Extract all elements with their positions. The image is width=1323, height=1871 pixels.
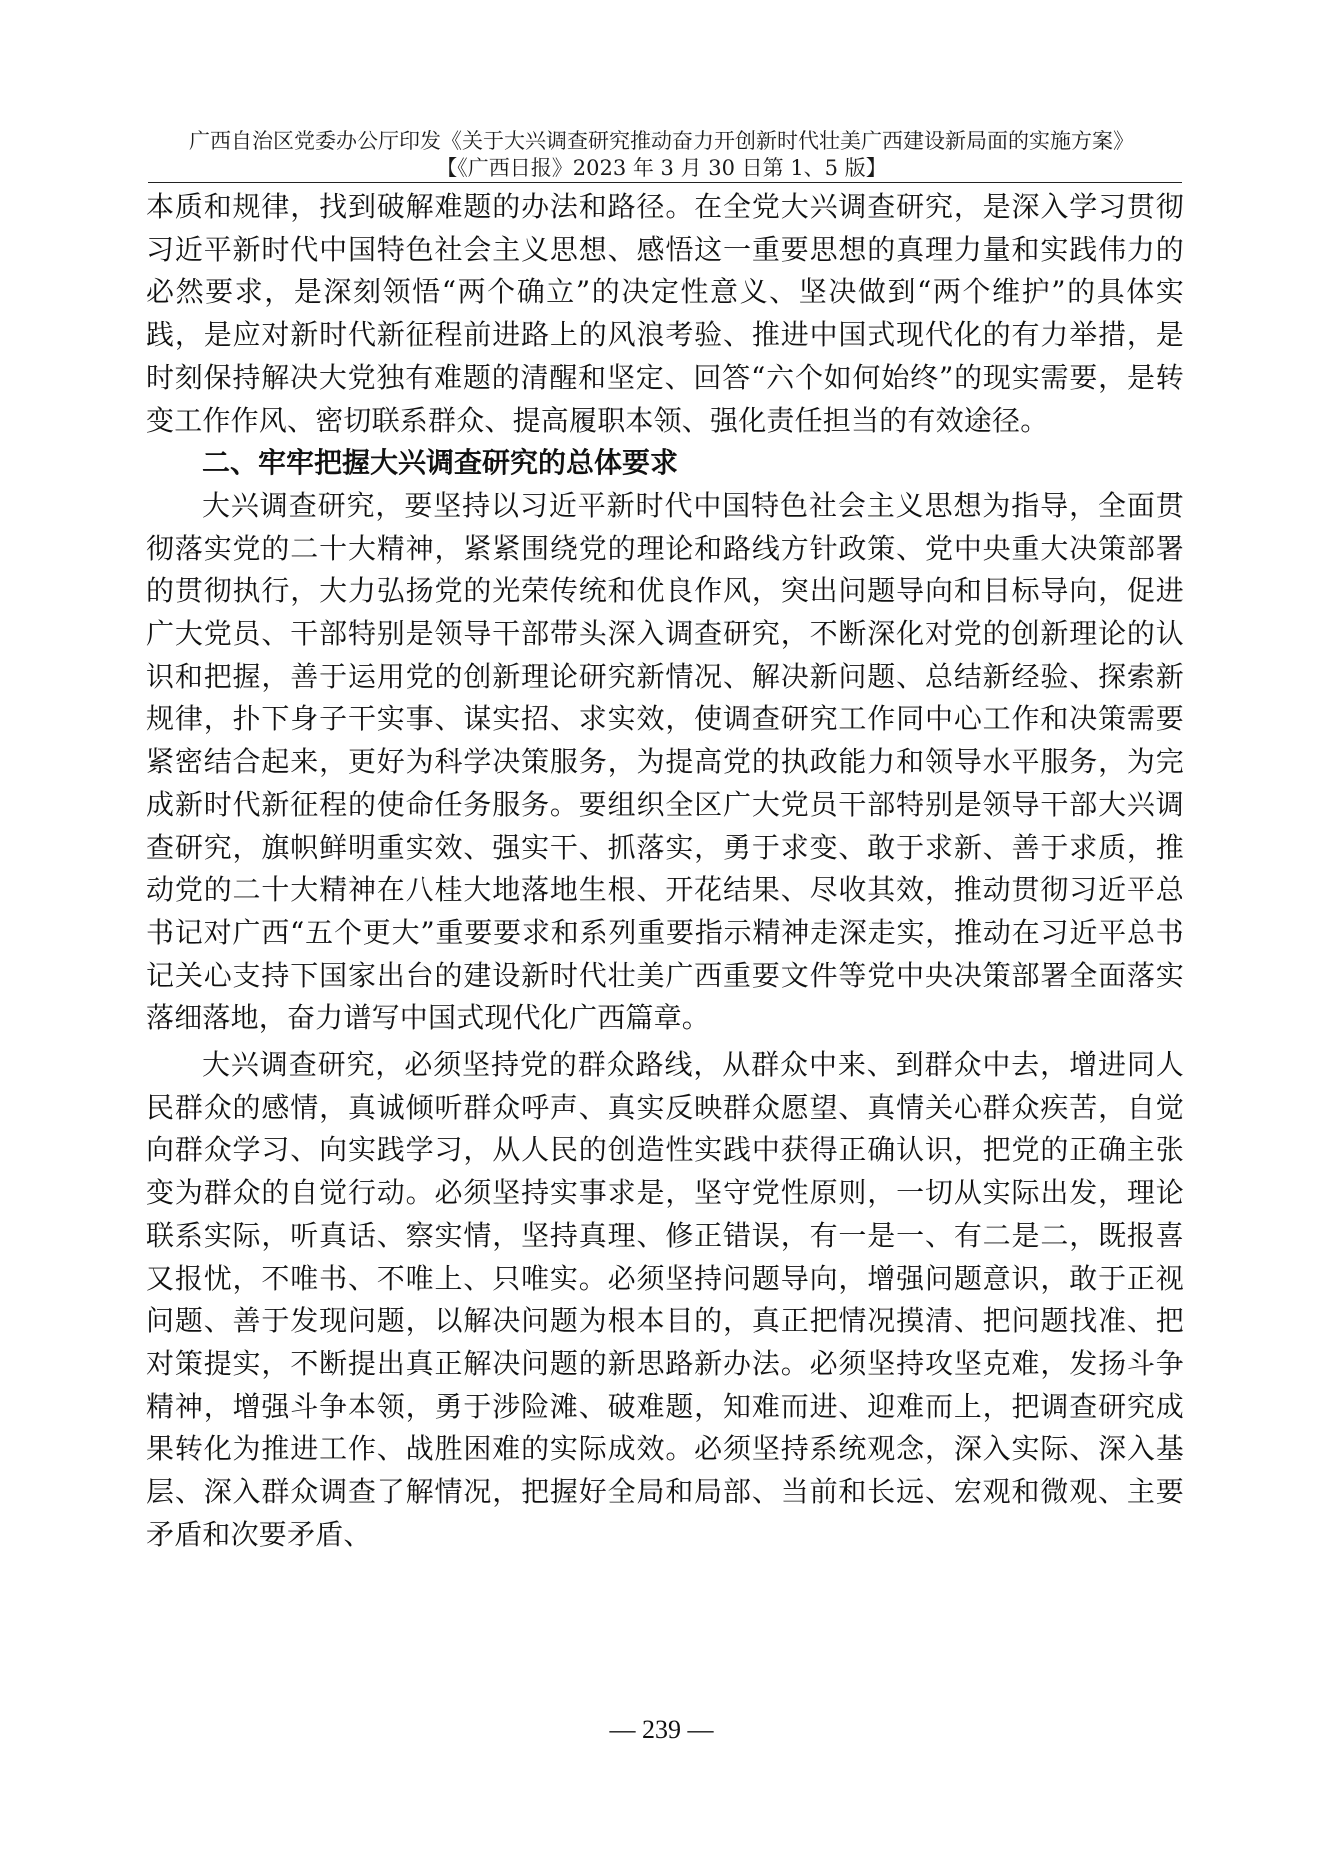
section-heading: 二、牢牢把握大兴调查研究的总体要求 — [202, 446, 679, 480]
header-divider — [148, 182, 1182, 183]
header-source: 【《广西日报》2023 年 3 月 30 日第 1、5 版】 — [436, 156, 887, 180]
document-body — [146, 186, 1184, 1557]
paragraph-general-requirements: 大兴调查研究，要坚持以习近平新时代中国特色社会主义思想为指导，全面贯彻落实党的二十大精神，紧紧围绕党的理论和路线方针政策、党中央重大决策部署的贯彻执行，大力弘扬党的光荣传统和优良作风，突出问题导向和目标导向，促进广大党员、干部特别是领导干部带头深入调查研究，不断深化对党的创新理论的认识和把握，善于运用党的创新理论研究新情况、解决新问题、总结新经验、探索新规律，扑下身子干实事、谋实招、求实效，使调查研究工作同中心工作和决策需要紧密结合起来，更好为科学决策服务，为提高党的执政能力和领导水平服务，为完成新时代新征程的使命任务服务。要组织全区广大党员干部特别是领导干部大兴调查研究，旗帜鲜明重实效、强实干、抓落实，勇于求变、敢于求新、善于求质，推动党的二十大精神在八桂大地落地生根、开花结果、尽收其效，推动贯彻习近平总书记对广西“五个更大”重要要求和系列重要指示精神走深走实，推动在习近平总书记关心支持下国家出台的建设新时代壮美广西重要文件等党中央决策部署全面落实落细落地，奋力谱写中国式现代化广西篇章。 — [146, 488, 1184, 1035]
header-title: 广西自治区党委办公厅印发《关于大兴调查研究推动奋力开创新时代壮美广西建设新局面的实施方案》 — [189, 129, 1134, 153]
page-number: — 239 — — [609, 1715, 714, 1744]
paragraph-continued: 本质和规律，找到破解难题的办法和路径。在全党大兴调查研究，是深入学习贯彻习近平新时代中国特色社会主义思想、感悟这一重要思想的真理力量和实践伟力的必然要求，是深刻领悟“两个确立”的决定性意义、坚决做到“两个维护”的具体实践，是应对新时代新征程前进路上的风浪考验、推进中国式现代化的有力举措，是时刻保持解决大党独有难题的清醒和坚定、回答“六个如何始终”的现实需要，是转变工作作风、密切联系群众、提高履职本领、强化责任担当的有效途径。 — [146, 190, 1184, 437]
paragraph-principles: 大兴调查研究，必须坚持党的群众路线，从群众中来、到群众中去，增进同人民群众的感情，真诚倾听群众呼声、真实反映群众愿望、真情关心群众疾苦，自觉向群众学习、向实践学习，从人民的创造性实践中获得正确认识，把党的正确主张变为群众的自觉行动。必须坚持实事求是，坚守党性原则，一切从实际出发，理论联系实际，听真话、察实情，坚持真理、修正错误，有一是一、有二是二，既报喜又报忧，不唯书、不唯上、只唯实。必须坚持问题导向，增强问题意识，敢于正视问题、善于发现问题，以解决问题为根本目的，真正把情况摸清、把问题找准、把对策提实，不断提出真正解决问题的新思路新办法。必须坚持攻坚克难，发扬斗争精神，增强斗争本领，勇于涉险滩、破难题，知难而进、迎难而上，把调查研究成果转化为推进工作、战胜困难的实际成效。必须坚持系统观念，深入实际、深入基层、深入群众调查了解情况，把握好全局和局部、当前和长远、宏观和微观、主要矛盾和次要矛盾、 — [146, 1048, 1184, 1551]
running-header — [110, 128, 1213, 182]
